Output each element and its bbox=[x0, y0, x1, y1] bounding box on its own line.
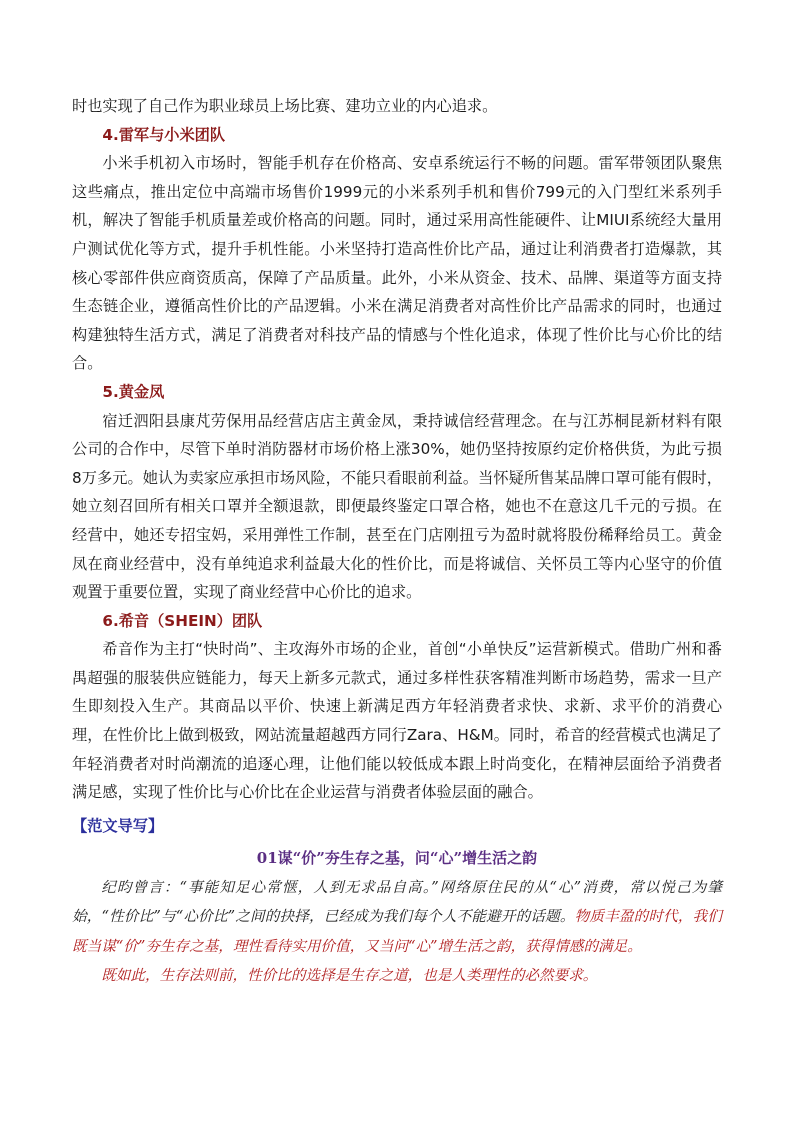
section-heading-6: 6.希音（SHEIN）团队 bbox=[102, 611, 263, 630]
essay-paragraph-2: 既如此，生存法则前，性价比的选择是生存之道，也是人类理性的必然要求。 bbox=[101, 967, 598, 985]
section-body-5: 宿迁泗阳县康芃劳保用品经营店店主黄金凤，秉持诚信经营理念。在与江苏桐昆新材料有限公司的合作中，尽管下单时消防器材市场价格上涨30%，她仍坚持按原约定价格供货，为此亏损8万多元。她认为卖家应承担市场风险，不能只看眼前利益。当怀疑所售某品牌口罩可能有假时，她立刻召回所有相关口罩并全额退款，即便最终鉴定口罩合格，她也不在意这几千元的亏损。在经营中，她还专招宝妈，采用弹性工作制，甚至在门店刚扭亏为盈时就将股份稀释给员工。黄金凤在商业经营中，没有单纯追求利益最大化的性价比，而是将诚信、关怀员工等内心坚守的价值观置于重要位置，实现了商业经营中心价比的追求。 bbox=[72, 411, 722, 602]
essay-paragraph-1 bbox=[72, 873, 722, 962]
section-heading-4: 4.雷军与小米团队 bbox=[102, 125, 226, 144]
model-essay-tag: 【范文导写】 bbox=[72, 816, 164, 835]
continuation-paragraph: 时也实现了自己作为职业球员上场比赛、建功立业的内心追求。 bbox=[72, 97, 498, 115]
section-body-6: 希音作为主打“快时尚”、主攻海外市场的企业，首创“小单快反”运营新模式。借助广州和番禺超强的服装供应链能力，每天上新多元款式，通过多样性获客精准判断市场趋势，需求一旦产生即刻投入生产。其商品以平价、快速上新满足西方年轻消费者求快、求新、求平价的消费心理，在性价比上做到极致，网站流量超越西方同行Zara、H&M。同时，希音的经营模式也满足了年轻消费者对时尚潮流的追逐心理，让他们能以较低成本跟上时尚变化，在精神层面给予消费者满足感，实现了性价比与心价比在企业运营与消费者体验层面的融合。 bbox=[72, 640, 722, 802]
section-body-4: 小米手机初入市场时，智能手机存在价格高、安卓系统运行不畅的问题。雷军带领团队聚焦这些痛点，推出定位中高端市场售价1999元的小米系列手机和售价799元的入门型红米系列手机，解决了智能手机质量差或价格高的问题。同时，通过采用高性能硬件、让MIUI系统经大量用户测试优化等方式，提升手机性能。小米坚持打造高性价比产品，通过让利消费者打造爆款，其核心零部件供应商资质高，保障了产品质量。此外，小米从资金、技术、品牌、渠道等方面支持生态链企业，遵循高性价比的产品逻辑。小米在满足消费者对高性价比产品需求的同时，也通过构建独特生活方式，满足了消费者对科技产品的情感与个性化追求，体现了性价比与心价比的结合。 bbox=[72, 154, 722, 373]
essay-title: 01谋“价”夯生存之基，问“心”增生活之韵 bbox=[256, 848, 538, 867]
essay-p1-emphasis: 物质丰盈的时代，我们既当谋“价”夯生存之基，理性看待实用价值，又当问“心”增生活之韵，获得情感的满足。 bbox=[72, 908, 722, 955]
essay-p1-text: 纪昀曾言：“事能知足心常惬，人到无求品自高。”网络原住民的从“心”消费，常以悦己为肇始，“性价比”与“心价比”之间的抉择，已经成为我们每个人不能避开的话题。 bbox=[72, 878, 722, 926]
section-heading-5: 5.黄金凤 bbox=[102, 382, 165, 401]
document-page bbox=[72, 92, 722, 991]
